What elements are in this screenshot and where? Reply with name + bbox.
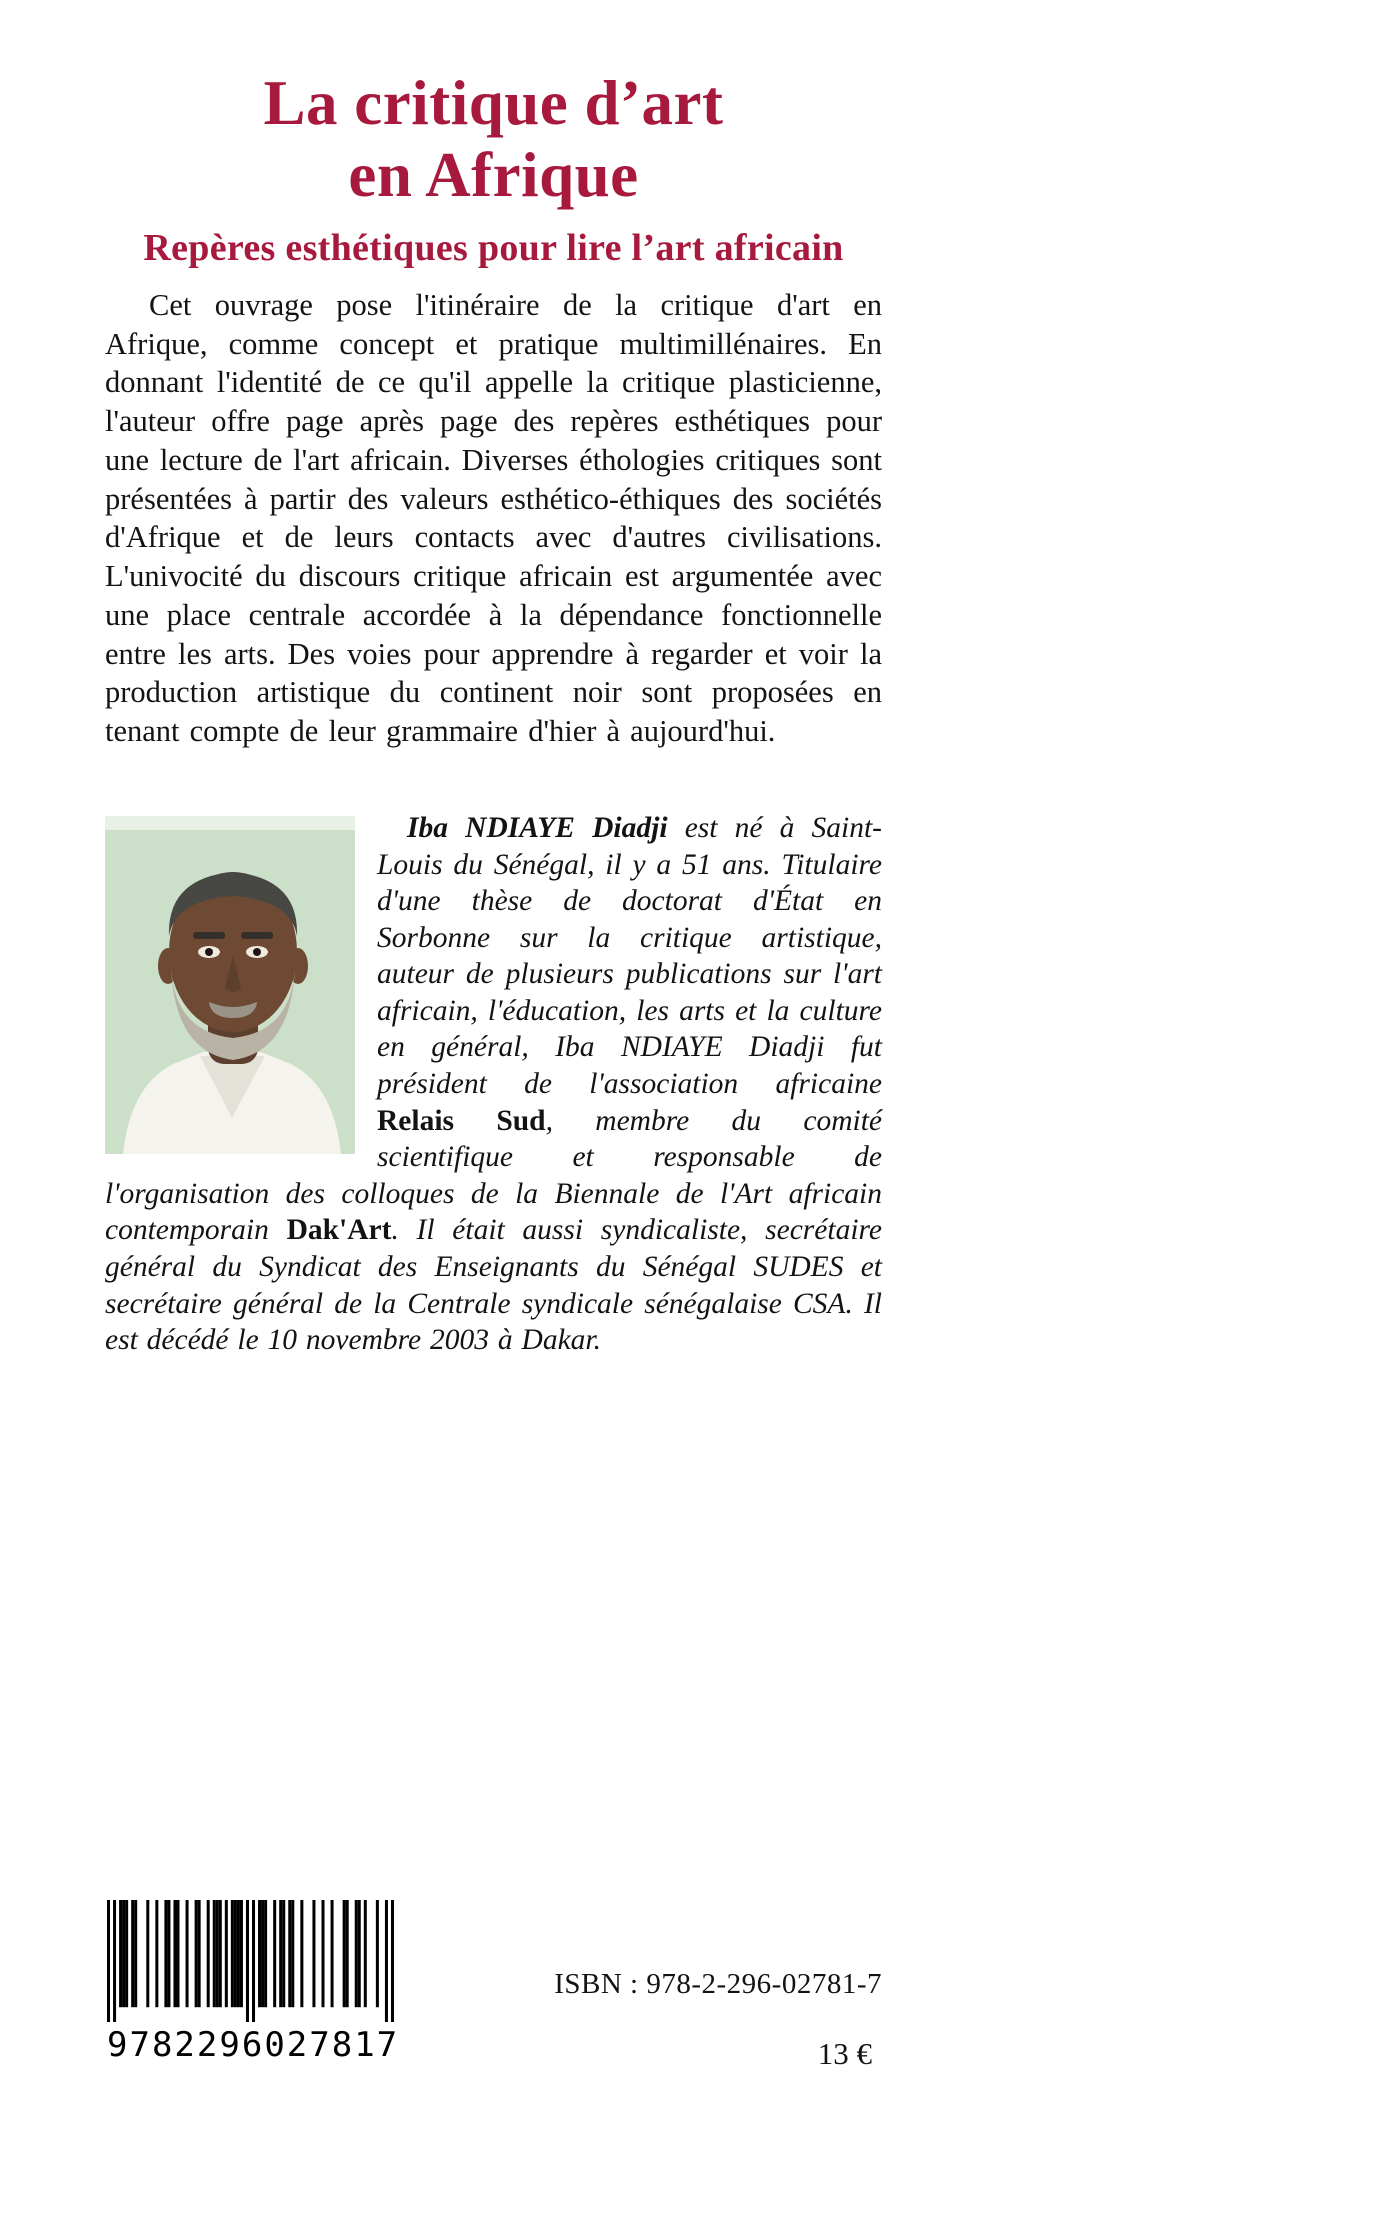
barcode-bars: [107, 1900, 394, 2022]
author-portrait-illustration: [105, 816, 355, 1154]
bio-text-segment: . Il était aussi syndicaliste, secrétaire général du Syndicat des Enseignants du Sénégal SUDES et secrétaire général de la Centrale syndicale sénégalaise CSA. Il est décédé le 10 novembre 2003 à Dakar.: [105, 1214, 882, 1357]
association-name: Relais Sud: [377, 1104, 546, 1137]
bio-text-segment: est né à Saint-Louis du Sénégal, il y a 51 ans. Titulaire d'une thèse de doctorat d'État en Sorbonne sur la critique artistique, auteur de plusieurs publications sur l'art africain, l'éducation, les arts et la culture en général, Iba NDIAYE Diadji fut président de l'association africaine: [377, 812, 882, 1101]
bio-text-segment: , membre du comité scientifique et responsable de l'organisation des colloques de la Biennale de l'Art africain contemporain: [105, 1104, 882, 1247]
description-paragraph: Cet ouvrage pose l'itinéraire de la critique d'art en Afrique, comme concept et pratique multimillénaires. En donnant l'identité de ce qu'il appelle la critique plasticienne, l'auteur offre page après page des repères esthétiques pour une lecture de l'art africain. Diverses éthologies critiques sont présentées à partir des valeurs esthético-éthiques des sociétés d'Afrique et de leurs contacts avec d'autres civilisations. L'univocité du discours critique africain est argumentée avec une place centrale accordée à la dépendance fonctionnelle entre les arts. Des voies pour apprendre à regarder et voir la production artistique du continent noir sont proposées en tenant compte de leur grammaire d'hier à aujourd'hui.: [105, 288, 882, 749]
title-block: [105, 68, 882, 270]
book-title-line-1: La critique d’art: [263, 68, 724, 138]
book-subtitle: Repères esthétiques pour lire l’art africain: [143, 226, 844, 269]
isbn-text: ISBN : 978-2-296-02781-7: [554, 1968, 882, 2000]
barcode-digits-right: 027817: [264, 2025, 400, 2065]
event-name: Dak'Art: [286, 1214, 392, 1247]
book-title-line-2: en Afrique: [348, 139, 639, 210]
author-photo: [105, 816, 355, 1154]
bio-section: [105, 810, 882, 1359]
barcode-digit-prefix: 9: [107, 2025, 130, 2065]
author-name: Iba NDIAYE Diadji: [407, 812, 668, 844]
price-text: 13 €: [817, 2036, 872, 2071]
barcode-digits-left: 782296: [129, 2025, 265, 2065]
